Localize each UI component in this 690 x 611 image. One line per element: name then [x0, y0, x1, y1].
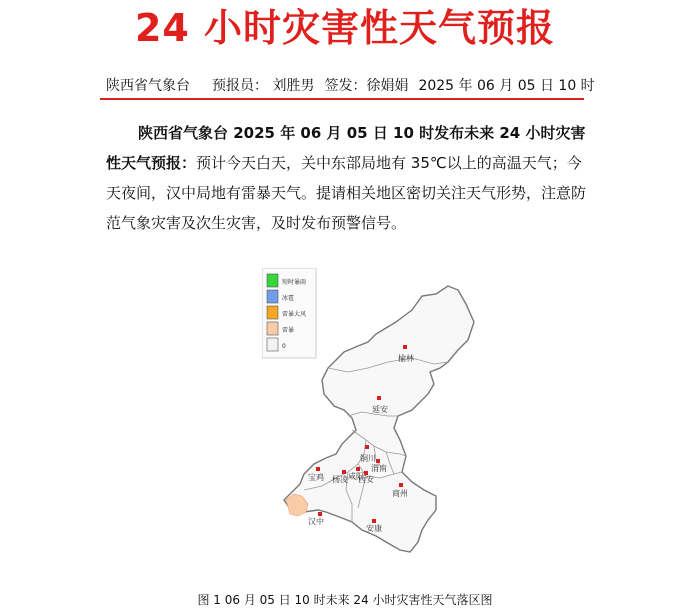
forecast-lead: 陕西省气象台 2025 年 06 月 05 日 10 时发布未来 24 小时灾害性天气预报：	[106, 124, 586, 172]
map-legend	[262, 268, 316, 358]
legend-swatch	[267, 274, 278, 287]
agency-name: 陕西省气象台	[106, 78, 190, 94]
figure-caption: 图 1 06 月 05 日 10 时未来 24 小时灾害性天气落区图	[197, 593, 493, 607]
issuance-info	[106, 76, 595, 96]
issue-datetime: 2025 年 06 月 05 日 10 时	[418, 78, 595, 94]
forecaster-name: 预报员： 刘胜男	[212, 78, 315, 94]
svg-text:咸阳: 咸阳	[348, 472, 364, 481]
forecast-map	[262, 268, 572, 558]
legend-swatch	[267, 306, 278, 319]
legend-label: 雷暴	[282, 327, 295, 334]
svg-text:杨凌: 杨凌	[332, 475, 348, 484]
legend-swatch	[267, 322, 278, 335]
svg-text:汉中: 汉中	[308, 517, 324, 526]
document-title: 24 小时灾害性天气预报	[134, 6, 556, 50]
svg-text:商州: 商州	[392, 489, 408, 498]
svg-text:延安: 延安	[372, 405, 388, 414]
city-marker-hanzhong	[308, 512, 324, 526]
svg-text:安康: 安康	[366, 524, 382, 533]
svg-text:渭南: 渭南	[371, 464, 387, 473]
legend-swatch	[267, 338, 278, 351]
issuer-name: 签发：徐娟娟	[324, 78, 409, 94]
legend-label: 冰雹	[282, 295, 295, 302]
forecast-content: 预计今天白天，关中东部局地有 35℃以上的高温天气；今天夜间，汉中局地有雷暴天气。提请相关地区密切关注天气形势，注意防范气象灾害及次生灾害，及时发布预警信号。	[106, 154, 587, 232]
legend-label: 雷暴大风	[282, 311, 307, 318]
svg-text:西安: 西安	[358, 475, 374, 484]
legend-swatch	[267, 290, 278, 303]
svg-text:榆林: 榆林	[398, 354, 414, 363]
svg-text:铜川: 铜川	[360, 454, 376, 463]
svg-text:宝鸡: 宝鸡	[308, 473, 324, 482]
legend-label: 0	[282, 343, 286, 350]
forecast-paragraph	[106, 118, 588, 238]
header-divider	[100, 98, 584, 100]
legend-label: 短时暴雨	[282, 279, 307, 286]
